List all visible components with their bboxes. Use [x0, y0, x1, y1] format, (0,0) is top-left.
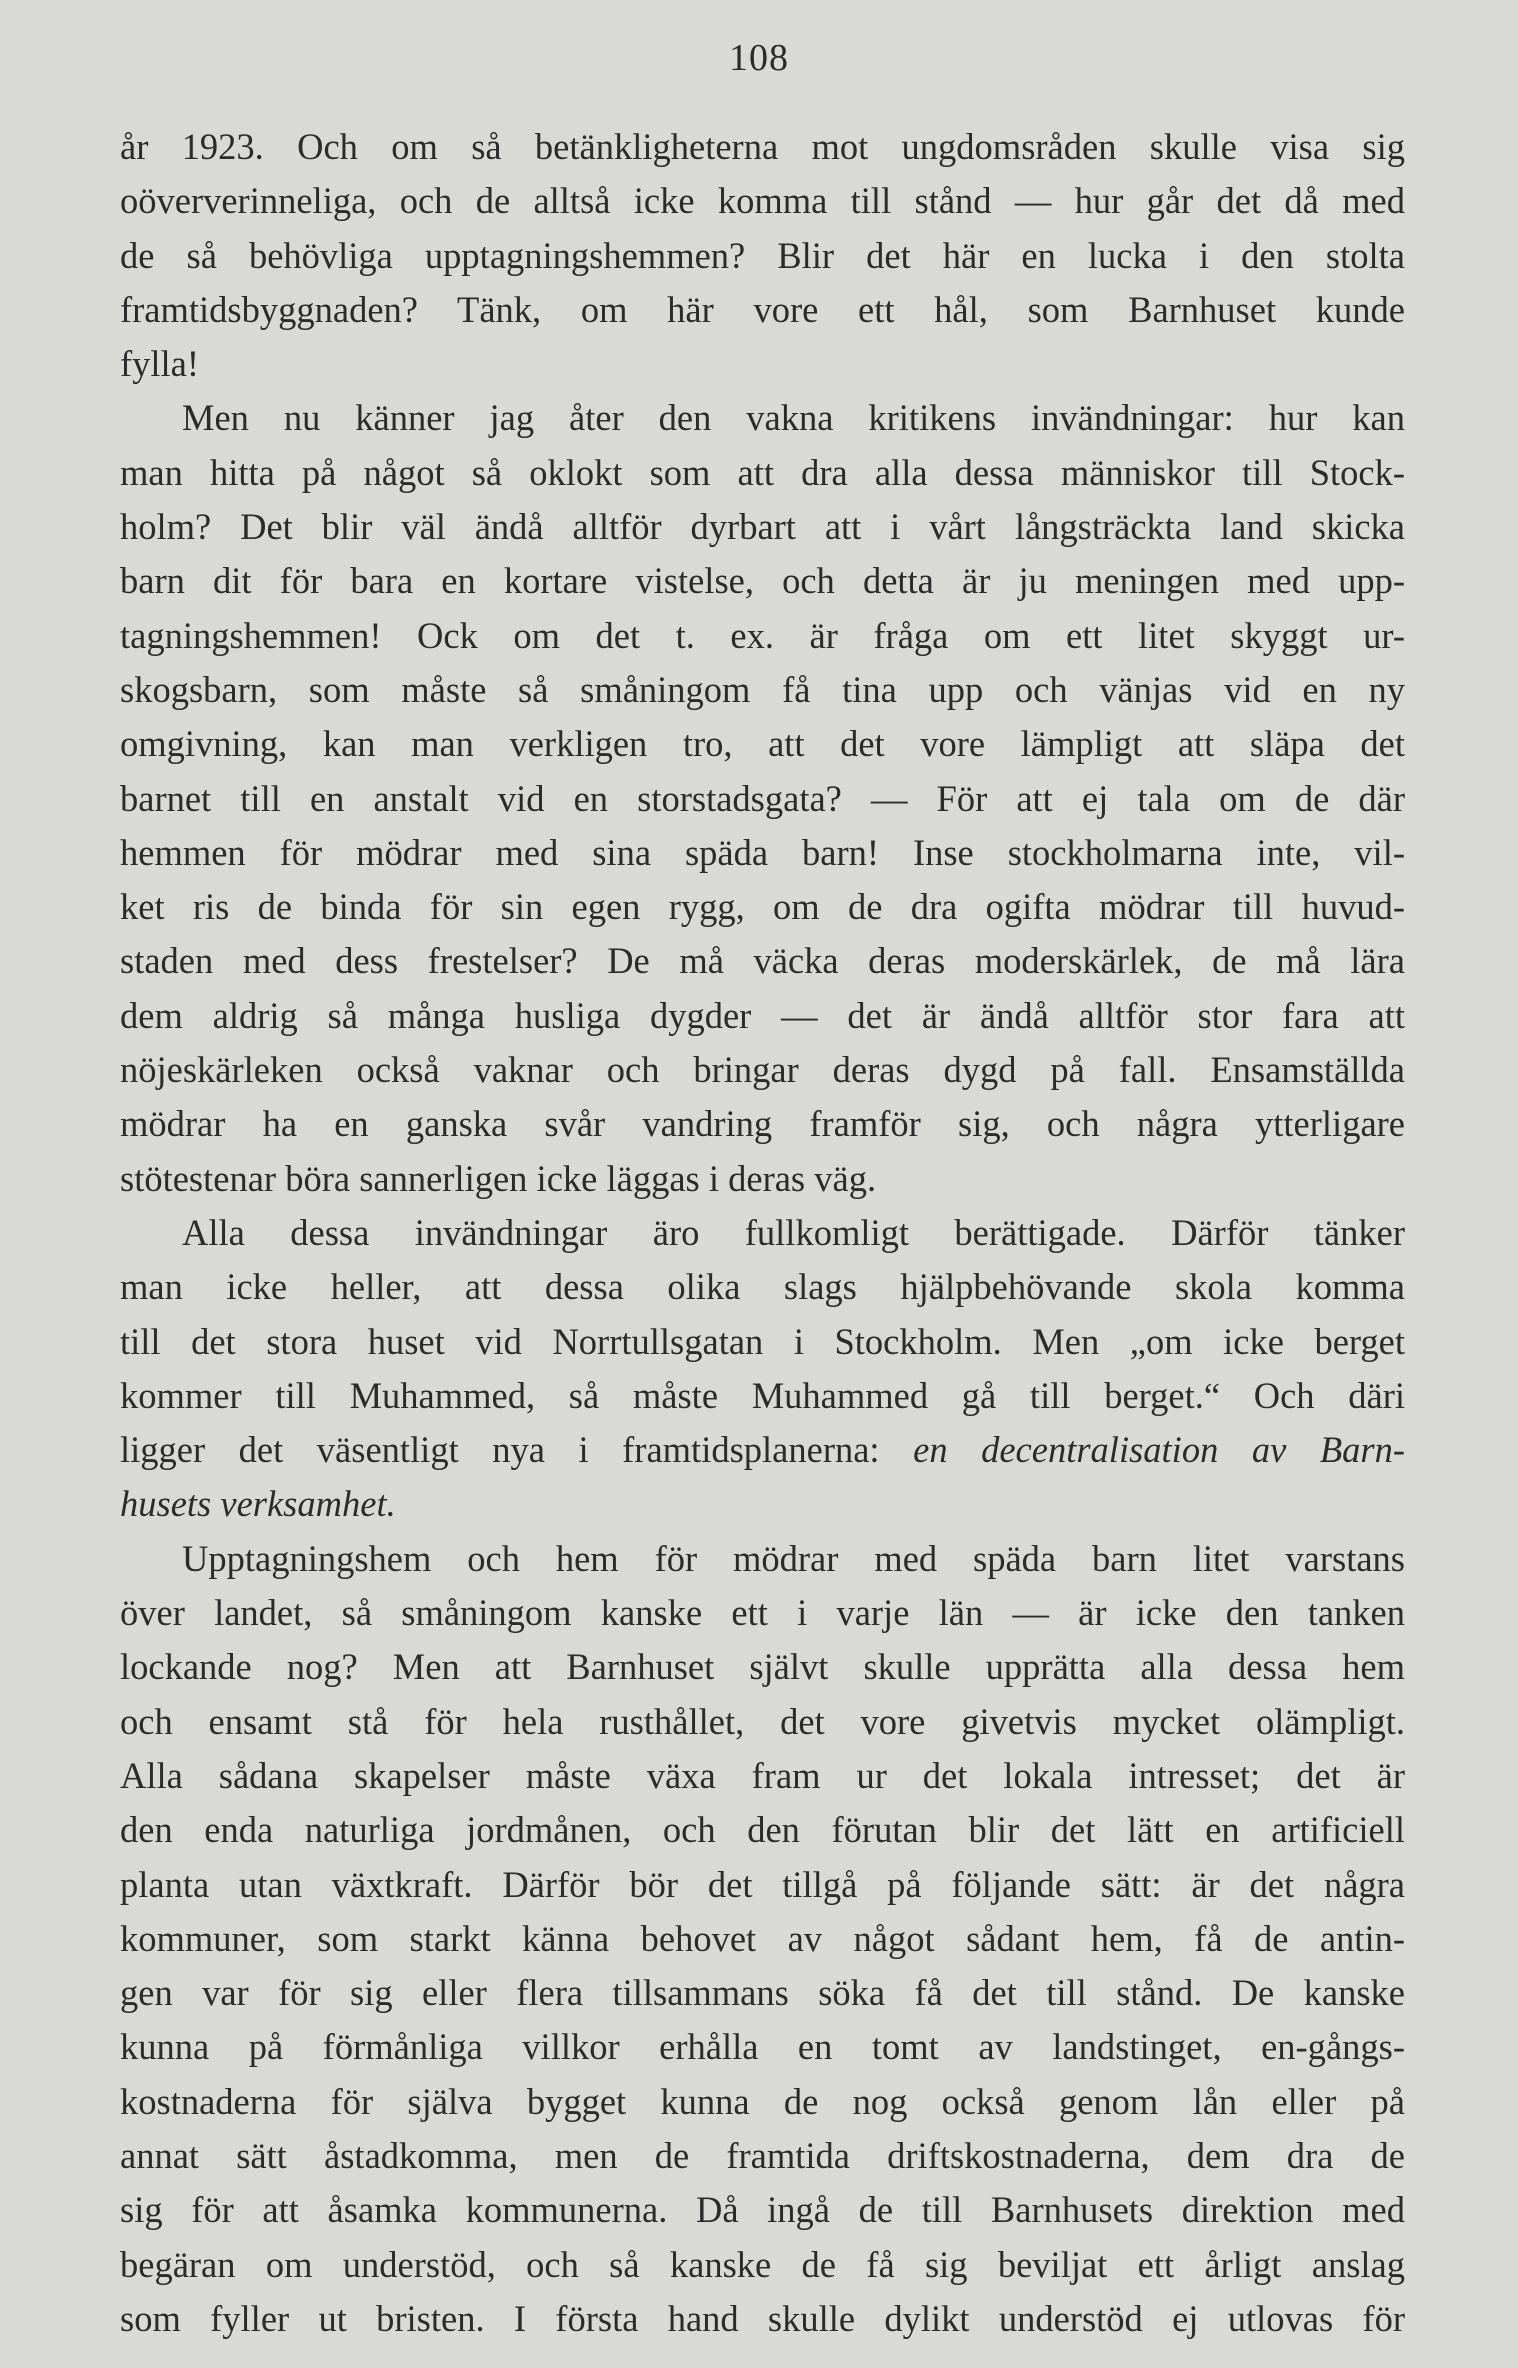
text-line: ket ris de binda för sin egen rygg, om de dra ogifta mödrar till huvud-	[120, 886, 1405, 928]
text-line: fylla!	[120, 343, 200, 385]
text-line: den enda naturliga jordmånen, och den förutan blir det lätt en artificiell	[120, 1809, 1405, 1851]
italic-phrase: husets verksamhet.	[120, 1483, 396, 1525]
text-line: stötestenar böra sannerligen icke läggas i deras väg.	[120, 1157, 877, 1199]
page-number: 108	[729, 37, 789, 79]
text-line: sig för att åsamka kommunerna. Då ingå de till Barnhusets direktion med	[120, 2189, 1405, 2231]
text-line: kommer till Muhammed, så måste Muhammed gå till berget.“ Och däri	[120, 1374, 1405, 1416]
text-line: kommuner, som starkt känna behovet av något sådant hem, få de antin-	[120, 1917, 1405, 1959]
text-line: barnet till en anstalt vid en storstadsgata? — För att ej tala om de där	[120, 777, 1405, 819]
body-text	[120, 120, 1405, 2346]
paragraph-3	[120, 1206, 1405, 1532]
text-line: år 1923. Och om så betänkligheterna mot ungdomsråden skulle visa sig	[120, 126, 1405, 167]
italic-phrase: en decentralisation av Barn-	[913, 1429, 1405, 1471]
text-line: barn dit för bara en kortare vistelse, och detta är ju meningen med upp-	[120, 560, 1405, 602]
text-line: skogsbarn, som måste så småningom få tina upp och vänjas vid en ny	[120, 668, 1405, 710]
text-line: Alla sådana skapelser måste växa fram ur det lokala intresset; det är	[120, 1754, 1405, 1796]
text-line: Upptagningshem och hem för mödrar med späda barn litet varstans	[182, 1537, 1405, 1579]
text-line: annat sätt åstadkomma, men de framtida driftskostnaderna, dem dra de	[120, 2134, 1405, 2176]
text-line: nöjeskärleken också vaknar och bringar deras dygd på fall. Ensamställda	[120, 1049, 1405, 1091]
text-line: över landet, så småningom kanske ett i varje län — är icke den tanken	[120, 1592, 1405, 1634]
paragraph-4	[120, 1532, 1405, 2346]
text-line: begäran om understöd, och så kanske de få sig beviljat ett årligt anslag	[120, 2243, 1405, 2285]
text-line: oöververinneliga, och de alltså icke komma till stånd — hur går det då med	[120, 180, 1405, 222]
text-line: hemmen för mödrar med sina späda barn! Inse stockholmarna inte, vil-	[120, 831, 1405, 873]
text-line: Men nu känner jag åter den vakna kritikens invändningar: hur kan	[182, 397, 1405, 439]
text-line: lockande nog? Men att Barnhuset självt skulle upprätta alla dessa hem	[120, 1646, 1405, 1688]
text-line: man icke heller, att dessa olika slags hjälpbehövande skola komma	[120, 1266, 1405, 1308]
text-line: omgivning, kan man verkligen tro, att det vore lämpligt att släpa det	[120, 723, 1405, 765]
text-line: kunna på förmånliga villkor erhålla en tomt av landstinget, en-gångs-	[120, 2026, 1405, 2068]
text-line: och ensamt stå för hela rusthållet, det vore givetvis mycket olämpligt.	[120, 1700, 1405, 1742]
paragraph-1	[120, 120, 1405, 391]
text-line: staden med dess frestelser? De må väcka deras moderskärlek, de må lära	[120, 940, 1405, 982]
text-line: framtidsbyggnaden? Tänk, om här vore ett hål, som Barnhuset kunde	[120, 288, 1405, 330]
text-line: kostnaderna för själva bygget kunna de nog också genom lån eller på	[120, 2080, 1405, 2122]
text-line: till det stora huset vid Norrtullsgatan i Stockholm. Men „om icke berget	[120, 1320, 1405, 1362]
text-line: de så behövliga upptagningshemmen? Blir det här en lucka i den stolta	[120, 234, 1405, 276]
text-line: dem aldrig så många husliga dygder — det är ändå alltför stor fara att	[120, 994, 1405, 1036]
text-line: planta utan växtkraft. Därför bör det tillgå på följande sätt: är det några	[120, 1863, 1405, 1905]
text-line-roman: ligger det väsentligt nya i framtidsplanerna:	[120, 1429, 914, 1471]
text-line: gen var för sig eller flera tillsammans söka få det till stånd. De kanske	[120, 1972, 1405, 2014]
text-line-mixed	[120, 1423, 1405, 1477]
paragraph-2	[120, 391, 1405, 1205]
text-line: mödrar ha en ganska svår vandring framför sig, och några ytterligare	[120, 1103, 1405, 1145]
text-line: holm? Det blir väl ändå alltför dyrbart att i vårt långsträckta land skicka	[120, 506, 1405, 548]
text-line: Alla dessa invändningar äro fullkomligt berättigade. Därför tänker	[182, 1211, 1405, 1253]
text-line: tagningshemmen! Ock om det t. ex. är fråga om ett litet skyggt ur-	[120, 614, 1405, 656]
text-line: man hitta på något så oklokt som att dra alla dessa människor till Stock-	[120, 451, 1405, 493]
text-line-italic	[120, 1477, 1405, 1531]
text-line: som fyller ut bristen. I första hand skulle dylikt understöd ej utlovas för	[120, 2297, 1405, 2339]
